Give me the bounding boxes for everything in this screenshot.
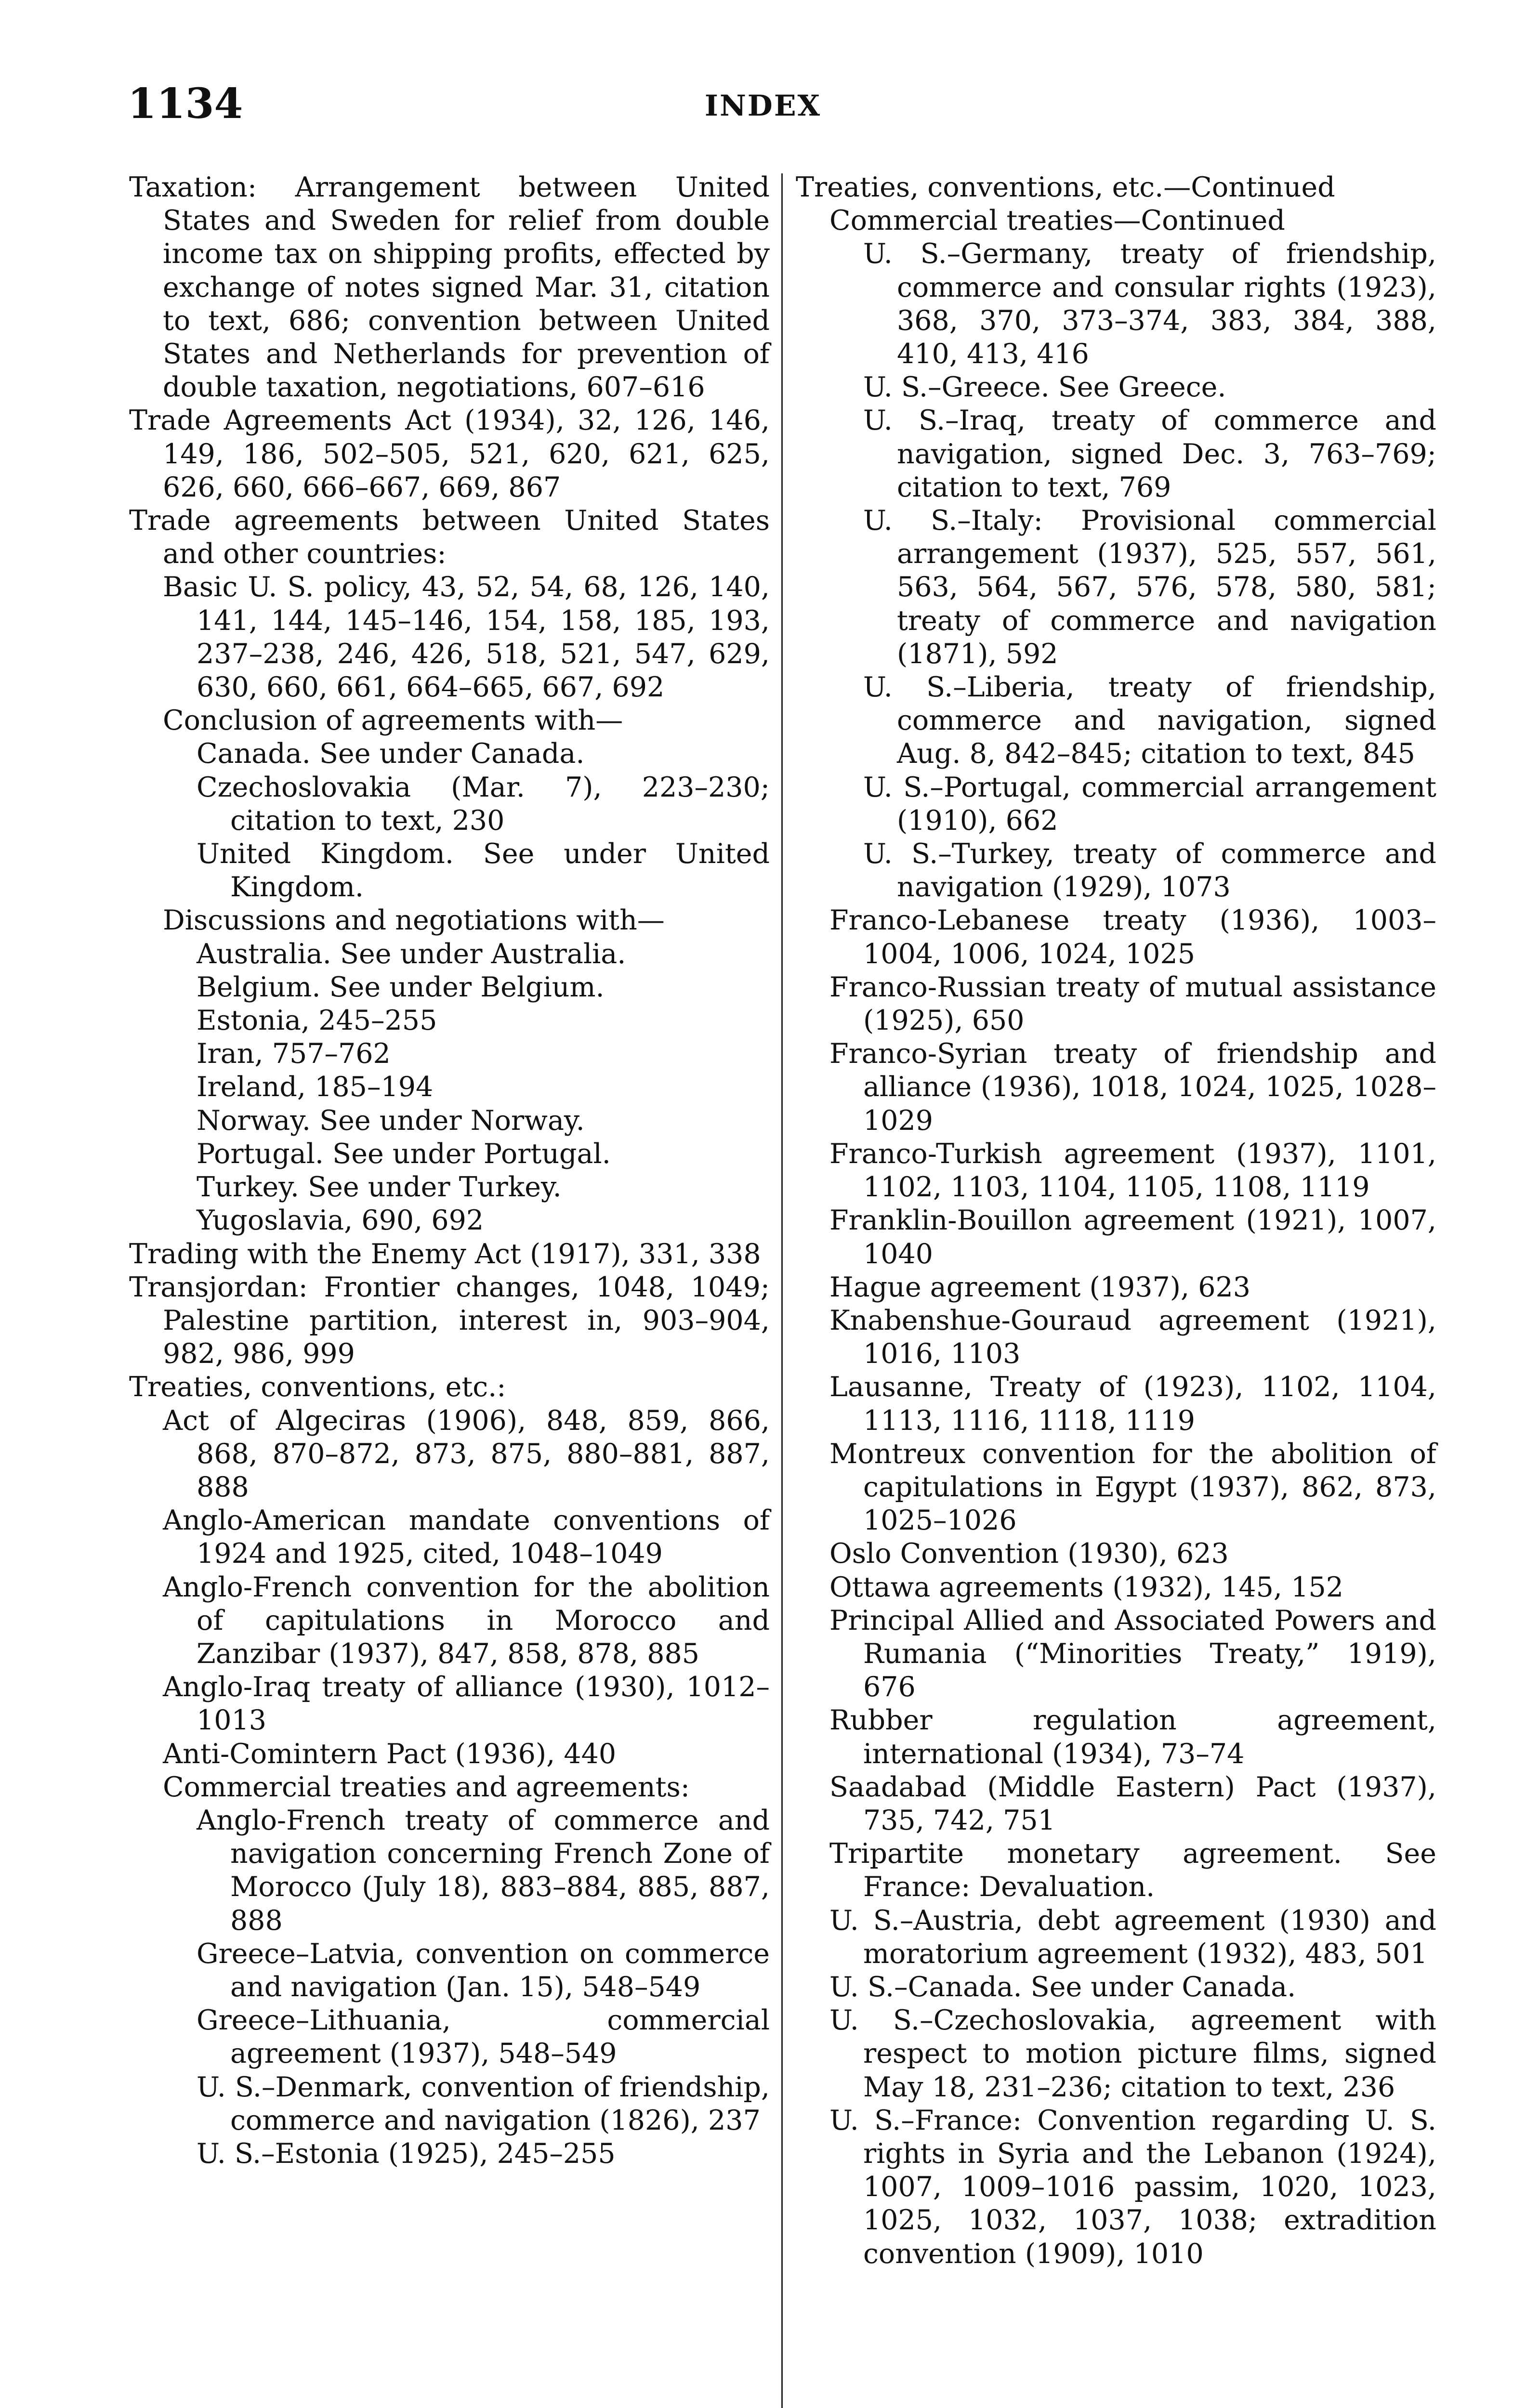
index-entry: Discussions and negotiations with— [163,904,665,937]
index-entry: Principal Allied and Associated Powers and Rumania (“Minorities Treaty,” 1919), 676 [829,1604,1436,1703]
index-entry: U. S.–Liberia, treaty of friendship, commerce and navigation, signed Aug. 8, 842–845; citation to text, 845 [863,671,1436,770]
index-entry: Commercial treaties and agreements: [163,1771,690,1803]
index-entry: Franklin-Bouillon agreement (1921), 1007, 1040 [829,1204,1436,1270]
column-divider [781,173,783,2408]
index-entry: U. S.–Denmark, convention of friendship, commerce and navigation (1826), 237 [197,2071,770,2136]
index-entry: U. S.–Greece. See Greece. [863,371,1226,404]
index-entry: Canada. See under Canada. [197,738,585,770]
index-entry: Ireland, 185–194 [197,1071,434,1103]
index-entry: Franco-Russian treaty of mutual assistance (1925), 650 [829,971,1436,1037]
index-entry: U. S.–France: Convention regarding U. S. rights in Syria and the Lebanon (1924), 1007, 1009–1016 passim, 1020, 1023, 1025, 1032, 1037, 1038; extradition convention (1909), 1010 [829,2104,1436,2270]
index-entry: Oslo Convention (1930), 623 [829,1538,1229,1570]
index-entry: Conclusion of agreements with— [163,705,623,737]
index-entry: Trade Agreements Act (1934), 32, 126, 146, 149, 186, 502–505, 521, 620, 621, 625, 626, 660, 666–667, 669, 867 [129,405,770,503]
index-entry: Montreux convention for the abolition of capitulations in Egypt (1937), 862, 873, 1025–1026 [829,1438,1436,1537]
index-entry: Rubber regulation agreement, international (1934), 73–74 [829,1704,1436,1770]
index-entry: Basic U. S. policy, 43, 52, 54, 68, 126, 140, 141, 144, 145–146, 154, 158, 185, 193, 237–238, 246, 426, 518, 521, 547, 629, 630, 660, 661, 664–665, 667, 692 [163,571,770,704]
index-entry: Anglo-French treaty of commerce and navigation concerning French Zone of Morocco (July 18), 883–884, 885, 887, 888 [197,1804,770,1937]
index-entry: U. S.–Germany, treaty of friendship, commerce and consular rights (1923), 368, 370, 373–374, 383, 384, 388, 410, 413, 416 [863,238,1436,370]
index-entry: Franco-Lebanese treaty (1936), 1003–1004, 1006, 1024, 1025 [829,904,1436,970]
index-entry: Greece–Lithuania, commercial agreement (1937), 548–549 [197,2004,770,2070]
index-entry: Hague agreement (1937), 623 [829,1271,1251,1303]
index-entry: Belgium. See under Belgium. [197,971,605,1003]
index-column-right [796,171,1436,2271]
index-entry: Lausanne, Treaty of (1923), 1102, 1104, 1113, 1116, 1118, 1119 [829,1371,1436,1437]
index-entry: Saadabad (Middle Eastern) Pact (1937), 735, 742, 751 [829,1771,1436,1836]
index-entry: Estonia, 245–255 [197,1005,437,1037]
index-entry: Commercial treaties—Continued [829,205,1285,237]
page-title: INDEX [704,89,822,123]
index-entry: U. S.–Turkey, treaty of commerce and navigation (1929), 1073 [863,838,1436,903]
index-entry: United Kingdom. See under United Kingdom. [197,838,770,903]
index-entry: U. S.–Canada. See under Canada. [829,1971,1296,2003]
index-entry: Treaties, conventions, etc.—Continued [796,171,1335,203]
index-entry: Anglo-American mandate conventions of 1924 and 1925, cited, 1048–1049 [163,1505,770,1570]
index-entry: U. S.–Austria, debt agreement (1930) and moratorium agreement (1932), 483, 501 [829,1904,1436,1970]
index-entry: Czechoslovakia (Mar. 7), 223–230; citation to text, 230 [197,771,770,837]
index-entry: Norway. See under Norway. [197,1104,585,1137]
index-entry: U. S.–Czechoslovakia, agreement with respect to motion picture films, signed May 18, 231–236; citation to text, 236 [829,2004,1436,2103]
index-entry: Transjordan: Frontier changes, 1048, 1049; Palestine partition, interest in, 903–904, 982, 986, 999 [129,1271,770,1370]
page-number: 1134 [128,79,243,128]
index-entry: Knabenshue-Gouraud agreement (1921), 1016, 1103 [829,1304,1436,1370]
index-entry: U. S.–Estonia (1925), 245–255 [197,2137,616,2170]
index-entry: Greece–Latvia, convention on commerce and navigation (Jan. 15), 548–549 [197,1937,770,2003]
index-entry: Yugoslavia, 690, 692 [197,1204,484,1237]
index-entry: U. S.–Italy: Provisional commercial arrangement (1937), 525, 557, 561, 563, 564, 567, 576, 578, 580, 581; treaty of commerce and navigation (1871), 592 [863,505,1436,670]
index-entry: Ottawa agreements (1932), 145, 152 [829,1571,1343,1603]
index-entry: Anti-Comintern Pact (1936), 440 [163,1738,617,1770]
index-entry: Trading with the Enemy Act (1917), 331, 338 [129,1238,761,1270]
index-entry: Franco-Turkish agreement (1937), 1101, 1102, 1103, 1104, 1105, 1108, 1119 [829,1138,1436,1204]
index-entry: Anglo-French convention for the abolition of capitulations in Morocco and Zanzibar (1937), 847, 858, 878, 885 [163,1571,770,1670]
index-entry: Taxation: Arrangement between United States and Sweden for relief from double income tax on shipping profits, effected by exchange of notes signed Mar. 31, citation to text, 686; convention between United States and Netherlands for prevention of double taxation, negotiations, 607–616 [129,171,770,404]
index-entry: Act of Algeciras (1906), 848, 859, 866, 868, 870–872, 873, 875, 880–881, 887, 888 [163,1404,770,1503]
index-entry: Australia. See under Australia. [197,938,626,970]
index-column-left [129,171,770,2171]
index-entry: Franco-Syrian treaty of friendship and alliance (1936), 1018, 1024, 1025, 1028–1029 [829,1038,1436,1137]
index-entry: Anglo-Iraq treaty of alliance (1930), 1012–1013 [163,1671,770,1737]
index-entry: U. S.–Iraq, treaty of commerce and navigation, signed Dec. 3, 763–769; citation to text, 769 [863,405,1436,503]
index-entry: Treaties, conventions, etc.: [129,1371,506,1403]
index-entry: Portugal. See under Portugal. [197,1138,611,1170]
index-entry: Iran, 757–762 [197,1038,391,1070]
index-entry: U. S.–Portugal, commercial arrangement (1910), 662 [863,771,1436,837]
index-entry: Trade agreements between United States and other countries: [129,505,770,570]
index-entry: Turkey. See under Turkey. [197,1171,562,1204]
index-entry: Tripartite monetary agreement. See France: Devaluation. [829,1838,1436,1903]
